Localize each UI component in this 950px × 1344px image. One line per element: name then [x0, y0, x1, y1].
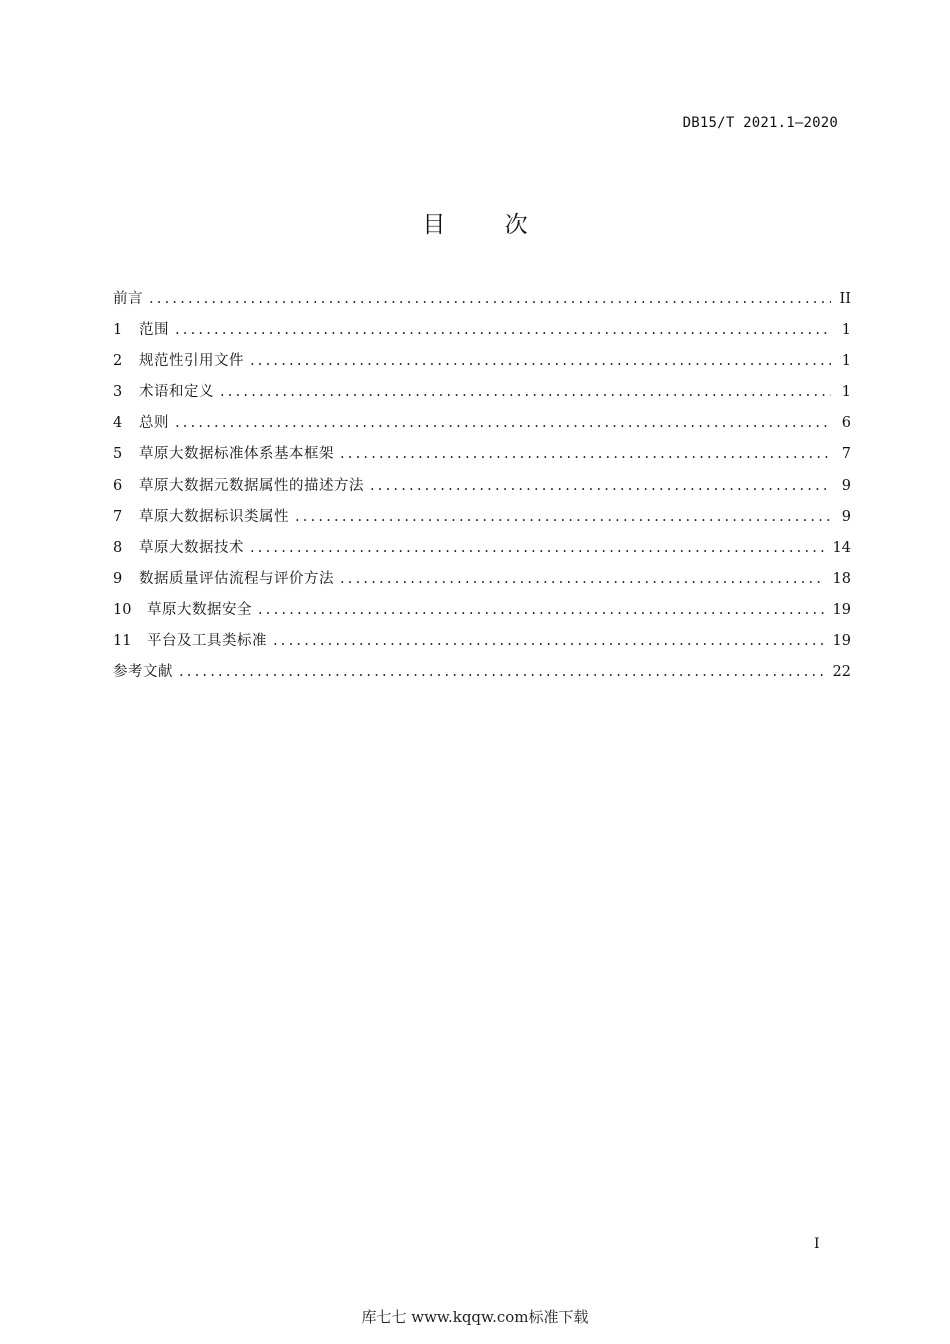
- dot-leader: [175, 322, 831, 338]
- toc-entry-foreword[interactable]: [113, 287, 851, 318]
- toc-entry-label: 草原大数据技术: [139, 539, 244, 556]
- toc-entry-page: 1: [841, 322, 851, 339]
- dot-leader: [295, 509, 831, 525]
- toc-entry-number: 9: [113, 570, 123, 587]
- toc-entry-page: 18: [832, 570, 851, 587]
- toc-entry-label: 草原大数据安全: [147, 601, 252, 618]
- toc-entry-page: 9: [841, 508, 851, 525]
- toc-entry-number: 3: [113, 384, 123, 401]
- toc-entry-label: 范围: [139, 322, 169, 339]
- dot-leader: [220, 384, 831, 400]
- toc-entry-page: 14: [832, 539, 851, 556]
- dot-leader: [258, 602, 825, 618]
- page-number: I: [814, 1236, 820, 1252]
- toc-entry-2[interactable]: [113, 349, 851, 380]
- dot-leader: [149, 291, 831, 307]
- toc-entry-number: 7: [113, 508, 123, 525]
- toc-entry-4[interactable]: [113, 411, 851, 442]
- dot-leader: [250, 353, 831, 369]
- toc-entry-label: 草原大数据标准体系基本框架: [139, 446, 334, 463]
- site-watermark: 库七七 www.kqqw.com标准下载: [361, 1308, 589, 1326]
- toc-entry-label: 前言: [113, 291, 143, 307]
- toc-entry-page: II: [839, 291, 851, 307]
- document-code: DB15/T 2021.1—2020: [682, 115, 838, 131]
- toc-entry-label: 总则: [139, 415, 169, 432]
- toc-entry-page: 9: [841, 477, 851, 494]
- toc-entry-page: 1: [841, 353, 851, 370]
- dot-leader: [250, 540, 825, 556]
- toc-entry-label: 规范性引用文件: [139, 353, 244, 370]
- toc-entry-page: 22: [832, 664, 851, 681]
- toc-entry-number: 5: [113, 446, 123, 463]
- toc-entry-number: 2: [113, 353, 123, 370]
- toc-entry-10[interactable]: [113, 598, 851, 629]
- toc-entry-page: 7: [841, 446, 851, 463]
- toc-entry-number: 6: [113, 477, 123, 494]
- toc-entry-page: 19: [832, 633, 851, 650]
- toc-entry-number: 11: [113, 633, 132, 650]
- toc-entry-label: 参考文献: [113, 664, 173, 681]
- toc-entry-9[interactable]: [113, 567, 851, 598]
- toc-entry-number: 1: [113, 322, 123, 339]
- toc-entry-page: 19: [832, 601, 851, 618]
- toc-title: 目 次: [422, 212, 554, 238]
- table-of-contents: [113, 287, 851, 691]
- toc-entry-label: 术语和定义: [139, 384, 214, 401]
- dot-leader: [340, 571, 825, 587]
- toc-entry-references[interactable]: [113, 660, 851, 691]
- dot-leader: [175, 415, 831, 431]
- toc-entry-6[interactable]: [113, 474, 851, 505]
- toc-entry-label: 数据质量评估流程与评价方法: [139, 570, 334, 587]
- toc-entry-page: 1: [841, 384, 851, 401]
- toc-entry-page: 6: [841, 415, 851, 432]
- toc-entry-3[interactable]: [113, 380, 851, 411]
- toc-entry-8[interactable]: [113, 536, 851, 567]
- dot-leader: [370, 478, 831, 494]
- toc-entry-1[interactable]: [113, 318, 851, 349]
- toc-entry-11[interactable]: [113, 629, 851, 660]
- toc-entry-number: 4: [113, 415, 123, 432]
- toc-entry-label: 平台及工具类标准: [147, 633, 267, 650]
- toc-entry-number: 10: [113, 601, 132, 618]
- toc-entry-5[interactable]: [113, 442, 851, 473]
- dot-leader: [340, 446, 831, 462]
- dot-leader: [273, 633, 825, 649]
- toc-entry-number: 8: [113, 539, 123, 556]
- toc-entry-label: 草原大数据元数据属性的描述方法: [139, 477, 364, 494]
- toc-entry-label: 草原大数据标识类属性: [139, 508, 289, 525]
- toc-entry-7[interactable]: [113, 505, 851, 536]
- dot-leader: [179, 664, 825, 680]
